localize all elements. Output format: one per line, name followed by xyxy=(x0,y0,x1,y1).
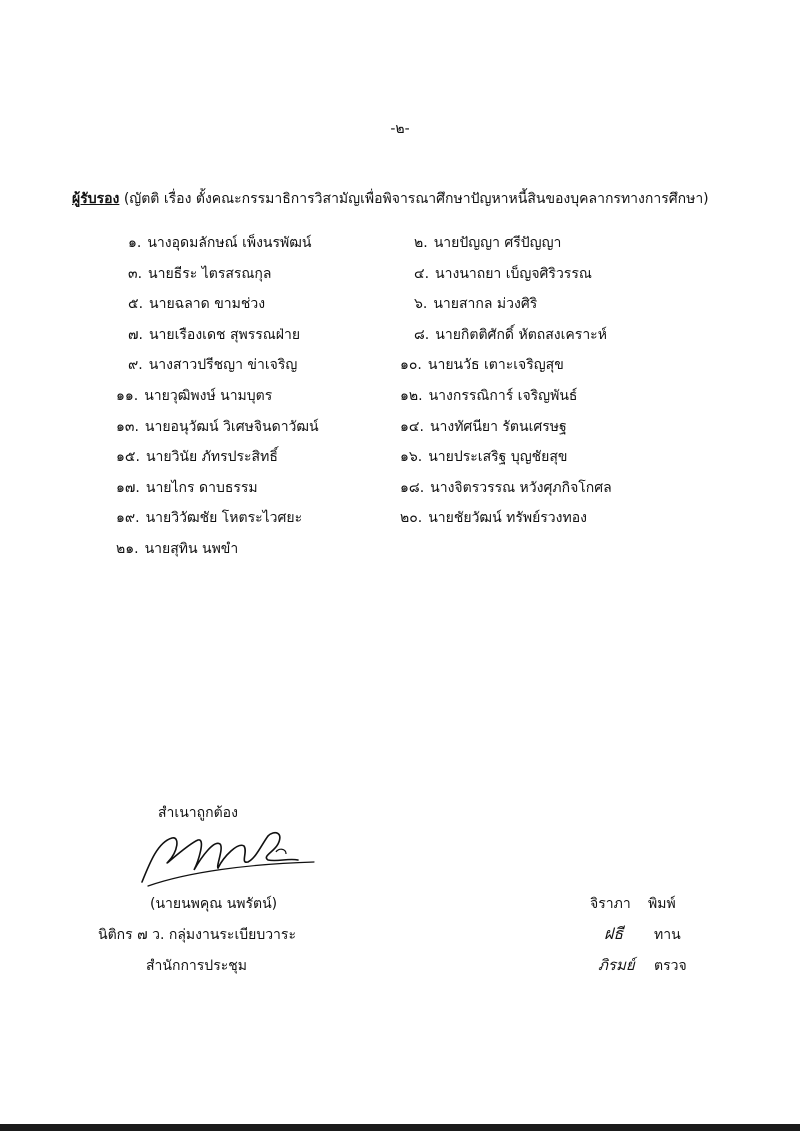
signer-position: นิติกร ๗ ว. กลุ่มงานระเบียบวาระ xyxy=(98,927,296,943)
heading-motion: (ญัตติ เรื่อง ตั้งคณะกรรมาธิการวิสามัญเพื่อพิจารณาศึกษาปัญหาหนี้สินของบุคลากรทางการศึกษา) xyxy=(123,191,709,207)
typed-by-name: จิราภา xyxy=(590,896,631,912)
members-right-column xyxy=(400,235,612,541)
signer-name: (นายนพคุณ นพรัตน์) xyxy=(150,896,278,912)
list-item: ๑๘. นางจิตรวรรณ หวังศุภกิจโกศล xyxy=(400,479,612,496)
list-item: ๑๙. นายวิวัฒชัย โหตระไวศยะ xyxy=(116,510,303,527)
list-item: ๑๑. นายวุฒิพงษ์ นามบุตร xyxy=(116,387,273,404)
document-heading xyxy=(72,188,709,210)
list-item: ๒๑. นายสุทิน นพขำ xyxy=(116,540,239,557)
typed-by-label: พิมพ์ xyxy=(648,896,676,912)
members-left-column xyxy=(116,235,319,572)
handwritten-signature xyxy=(128,822,318,892)
list-item: ๑๔. นางทัศนียา รัตนเศรษฐ xyxy=(400,418,567,435)
list-item: ๑๓. นายอนุวัฒน์ วิเศษจินดาวัฒน์ xyxy=(116,418,319,435)
list-item: ๘. นายกิตติศักดิ์ หัตถสงเคราะห์ xyxy=(414,326,607,343)
list-item: ๒๐. นายชัยวัฒน์ ทรัพย์รวงทอง xyxy=(400,510,587,527)
page-number: -๒- xyxy=(390,121,410,137)
checked-by-initials: ฝธี xyxy=(604,924,624,943)
list-item: ๑๒. นางกรรณิการ์ เจริญพันธ์ xyxy=(400,387,578,404)
list-item: ๓. นายธีระ ไตรสรณกุล xyxy=(128,265,272,282)
list-item: ๑๐. นายนวัธ เตาะเจริญสุข xyxy=(400,357,564,374)
reviewed-by-label: ตรวจ xyxy=(654,958,687,974)
list-item: ๖. นายสากล ม่วงศิริ xyxy=(414,296,538,313)
list-item: ๔. นางนาถยา เบ็ญจศิริวรรณ xyxy=(414,265,592,282)
list-item: ๗. นายเรืองเดช สุพรรณฝ่าย xyxy=(128,326,301,343)
list-item: ๑๕. นายวินัย ภัทรประสิทธิ์ xyxy=(116,449,278,466)
reviewed-by-initials: ภิรมย์ xyxy=(598,956,635,974)
list-item: ๑๗. นายไกร ดาบธรรม xyxy=(116,479,258,496)
page-bottom-border xyxy=(0,1124,800,1131)
heading-lead: ผู้รับรอง xyxy=(72,191,120,207)
list-item: ๙. นางสาวปรีชญา ข่าเจริญ xyxy=(128,357,298,374)
checked-by-label: ทาน xyxy=(654,927,681,943)
list-item: ๒. นายปัญญา ศรีปัญญา xyxy=(414,235,562,251)
list-item: ๑. นางอุดมลักษณ์ เพ็งนรพัฒน์ xyxy=(128,235,312,251)
list-item: ๑๖. นายประเสริฐ บุญชัยสุข xyxy=(400,449,568,466)
signer-office: สำนักการประชุม xyxy=(146,958,247,974)
certified-copy-label: สำเนาถูกต้อง xyxy=(158,805,238,821)
list-item: ๕. นายฉลาด ขามช่วง xyxy=(128,296,266,313)
